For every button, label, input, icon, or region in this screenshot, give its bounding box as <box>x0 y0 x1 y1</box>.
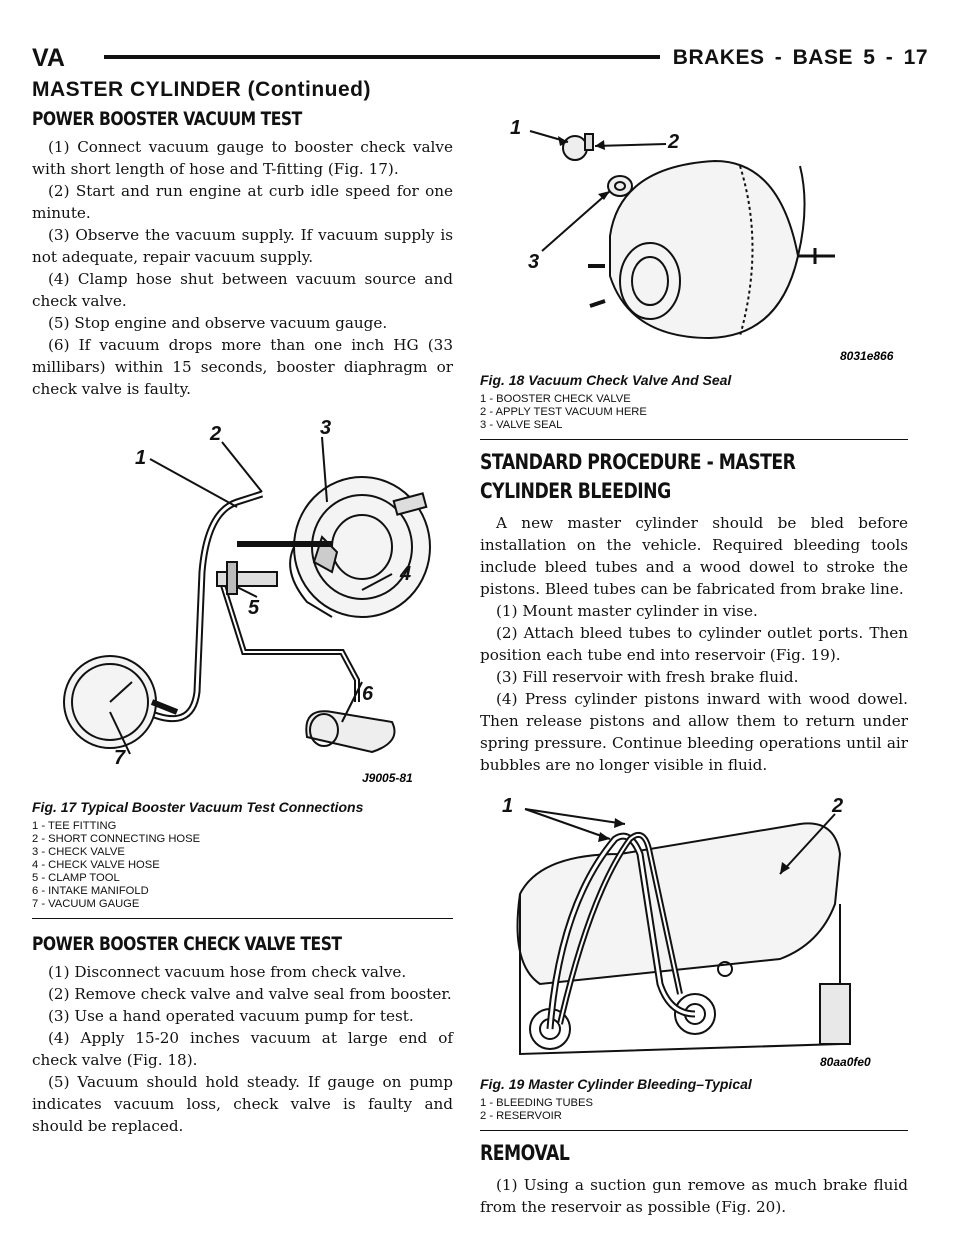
legend-item: 6 - INTAKE MANIFOLD <box>32 885 149 897</box>
step: (1) Using a suction gun remove as much brake fluid from the reservoir as possible (Fig. 20). <box>480 1176 908 1216</box>
step: (1) Disconnect vacuum hose from check valve. <box>48 963 407 981</box>
step: (4) Press cylinder pistons inward with wood dowel. Then release pistons and allow them to return under spring pressure. Continue bleeding operations until air bubbles are no longer visible in fluid. <box>480 690 908 774</box>
figure-legend <box>480 393 908 432</box>
figure-caption: Fig. 17 Typical Booster Vacuum Test Connections <box>32 799 364 815</box>
legend-item: 5 - CLAMP TOOL <box>32 872 120 884</box>
figure-rule <box>32 918 453 919</box>
step: (5) Vacuum should hold steady. If gauge on pump indicates vacuum loss, check valve is faulty and should be replaced. <box>32 1073 453 1135</box>
step: (4) Clamp hose shut between vacuum source and check valve. <box>32 270 453 310</box>
legend-item: 7 - VACUUM GAUGE <box>32 898 140 910</box>
legend-item: 4 - CHECK VALVE HOSE <box>32 859 160 871</box>
figure-rule <box>480 439 908 440</box>
figure-19 <box>480 784 908 1131</box>
left-column <box>32 108 453 1137</box>
figure-legend <box>32 820 453 911</box>
figure-legend <box>480 1097 908 1123</box>
section-title-check-valve-test: POWER BOOSTER CHECK VALVE TEST <box>32 933 342 955</box>
figure-caption: Fig. 19 Master Cylinder Bleeding–Typical <box>480 1076 752 1092</box>
figure-caption: Fig. 18 Vacuum Check Valve And Seal <box>480 372 732 388</box>
callout-2: 2 <box>832 795 844 817</box>
callout-1: 1 <box>502 795 514 817</box>
figure-code: 80aa0fe0 <box>820 1055 871 1069</box>
legend-item: 2 - APPLY TEST VACUUM HERE <box>480 406 647 418</box>
callout-7: 7 <box>114 747 126 769</box>
step: (1) Connect vacuum gauge to booster check valve with short length of hose and T-fitting (Fig. 17). <box>32 138 453 178</box>
step: (6) If vacuum drops more than one inch HG (33 millibars) within 15 seconds, booster diaphragm or check valve is faulty. <box>32 336 453 398</box>
continued-heading: MASTER CYLINDER (Continued) <box>32 78 371 101</box>
master-cylinder-bleeding-illustration <box>480 784 908 1074</box>
header-rule <box>104 55 660 59</box>
figure-rule <box>480 1130 908 1131</box>
callout-5: 5 <box>248 597 260 619</box>
legend-item: 1 - BOOSTER CHECK VALVE <box>480 393 631 405</box>
legend-item: 2 - RESERVOIR <box>480 1110 562 1122</box>
figure-18 <box>480 106 908 440</box>
section-title-master-cylinder-bleeding: STANDARD PROCEDURE - MASTER CYLINDER BLEEDING <box>480 450 796 503</box>
booster-vacuum-test-illustration <box>32 412 453 797</box>
step: (3) Fill reservoir with fresh brake fluid. <box>496 668 799 686</box>
step: (5) Stop engine and observe vacuum gauge. <box>48 314 388 332</box>
figure-code: J9005-81 <box>362 771 413 785</box>
step: (4) Apply 15-20 inches vacuum at large end of check valve (Fig. 18). <box>32 1029 453 1069</box>
callout-2: 2 <box>210 423 222 445</box>
step: (3) Observe the vacuum supply. If vacuum supply is not adequate, repair vacuum supply. <box>32 226 453 266</box>
step: (2) Remove check valve and valve seal from booster. <box>48 985 452 1003</box>
legend-item: 3 - VALVE SEAL <box>480 419 563 431</box>
legend-item: 1 - TEE FITTING <box>32 820 117 832</box>
step: (1) Mount master cylinder in vise. <box>496 602 758 620</box>
callout-3: 3 <box>528 251 540 273</box>
section-title-removal: REMOVAL <box>480 1141 570 1165</box>
figure-code: 8031e866 <box>840 349 894 363</box>
step: (2) Start and run engine at curb idle speed for one minute. <box>32 182 453 222</box>
callout-1: 1 <box>510 117 522 139</box>
callout-6: 6 <box>362 683 374 705</box>
step: (2) Attach bleed tubes to cylinder outlet ports. Then position each tube end into reservoir (Fig. 19). <box>480 624 908 664</box>
legend-item: 3 - CHECK VALVE <box>32 846 125 858</box>
legend-item: 2 - SHORT CONNECTING HOSE <box>32 833 201 845</box>
callout-1: 1 <box>135 447 147 469</box>
callout-4: 4 <box>400 563 412 585</box>
page-header <box>32 44 928 72</box>
right-column <box>480 106 908 1218</box>
section-title-booster-vacuum-test: POWER BOOSTER VACUUM TEST <box>32 108 302 130</box>
legend-item: 1 - BLEEDING TUBES <box>480 1097 593 1109</box>
callout-2: 2 <box>668 131 680 153</box>
step: (3) Use a hand operated vacuum pump for test. <box>48 1007 414 1025</box>
figure-17 <box>32 412 453 919</box>
section-page-number: BRAKES - BASE 5 - 17 <box>672 46 928 69</box>
check-valve-seal-illustration <box>480 106 908 370</box>
paragraph: A new master cylinder should be bled before installation on the vehicle. Required bleeding tools include bleed tubes and a wood dowel to stroke the pistons. Bleed tubes can be fabricated from brake line. <box>480 514 908 598</box>
callout-3: 3 <box>320 417 332 439</box>
model-code: VA <box>32 44 65 72</box>
